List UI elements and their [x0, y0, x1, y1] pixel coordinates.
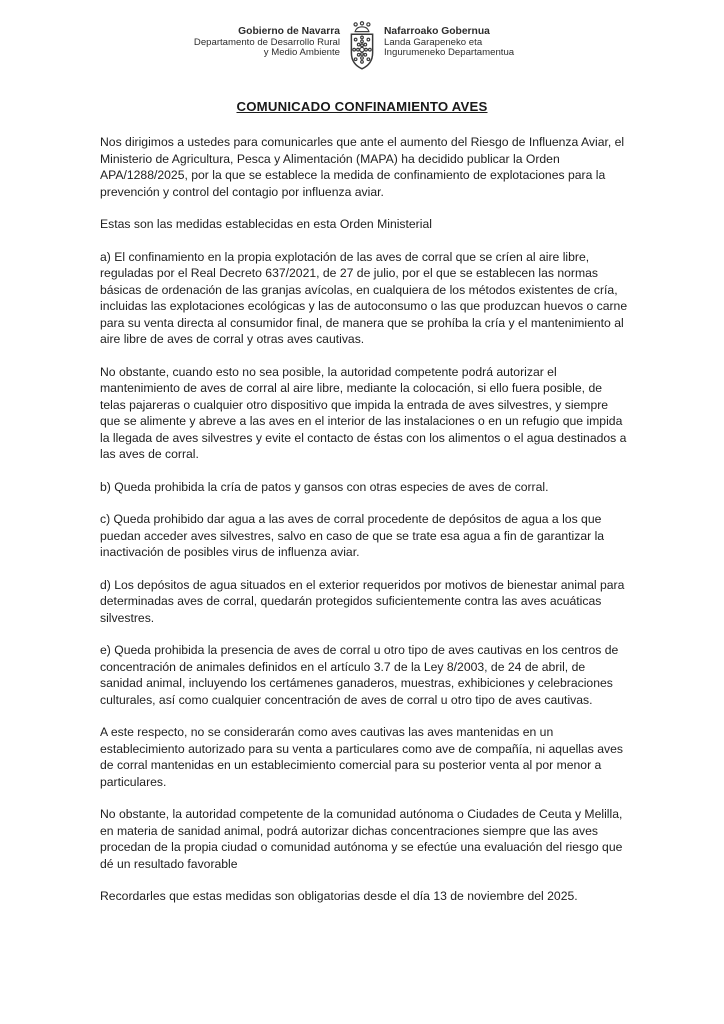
captive-birds-note: A este respecto, no se considerarán como aves cautivas las aves mantenidas en un establecimiento autorizado para su venta a particulares como ave de compañía, ni aquellas aves de corral mantenidas en un establecimiento comercial para su posterior venta al por menor a particulares. — [100, 725, 624, 789]
reminder-paragraph: Recordarles que estas medidas son obligatorias desde el día 13 de noviembre del 2025. — [100, 889, 578, 903]
measure-d-paragraph: d) Los depósitos de agua situados en el exterior requeridos por motivos de bienestar animal para determinadas aves de corral, quedarán protegidos suficientemente contra las aves acuáticas silvestres. — [100, 577, 625, 625]
dept-name-spanish-line2: y Medio Ambiente — [263, 47, 340, 59]
letterhead — [0, 27, 724, 72]
measure-a-paragraph: a) El confinamiento en la propia explotación de las aves de corral que se críen al aire libre, reguladas por el Real Decreto 637/2021, de 27 de julio, por el que se establecen las normas básicas de ordenación de las granjas avícolas, en cualquiera de los métodos existentes de cría, incluidas las explotaciones ecológicas y las de autoconsumo o las que produzcan huevos o carne para su venta directa al consumidor final, de manera que se prohíba la cría y el mantenimiento al aire libre de aves de corral y otras aves cautivas. — [100, 249, 628, 346]
measure-b-paragraph: b) Queda prohibida la cría de patos y gansos con otras especies de aves de corral. — [100, 479, 549, 494]
org-name-basque: Nafarroako Gobernua — [384, 26, 490, 37]
org-name-spanish: Gobierno de Navarra — [238, 26, 340, 37]
authorization-note: No obstante, la autoridad competente de la comunidad autónoma o Ciudades de Ceuta y Melilla, en materia de sanidad animal, podrá autorizar dichas concentraciones siempre que las aves procedan de la propia ciudad o comunidad autónoma y se efectúe una evaluación del riesgo que dé un resultado favorable — [100, 807, 623, 871]
document-title: COMUNICADO CONFINAMIENTO AVES — [236, 99, 488, 114]
letterhead-basque-text — [379, 27, 612, 59]
dept-name-spanish-line1: Departamento de Desarrollo Rural — [193, 36, 340, 48]
measures-lead-line: Estas son las medidas establecidas en esta Orden Ministerial — [100, 217, 432, 231]
dept-name-basque-line2: Ingurumeneko Departamentua — [384, 47, 515, 59]
measure-a-exception: No obstante, cuando esto no sea posible, la autoridad competente podrá autorizar el mantenimiento de aves de corral al aire libre, mediante la colocación, si ello fuera posible, de telas pajareras o cualquier otro dispositivo que impida la entrada de aves silvestres, y siempre que se alimente y abreve a las aves en el interior de las instalaciones o en un refugio que impida la llegada de aves silvestres y evite el contacto de éstas con los alimentos o el agua destinados a las aves de corral. — [100, 364, 627, 461]
document-body — [100, 134, 629, 921]
dept-name-basque-line1: Landa Garapeneko eta — [384, 36, 483, 48]
measure-c-paragraph: c) Queda prohibido dar agua a las aves de corral procedente de depósitos de agua a los que puedan acceder aves silvestres, salvo en caso de que se trate esa agua a fin de garantizar la inactivación de posibles virus de influenza aviar. — [100, 512, 605, 559]
navarra-coat-of-arms-icon — [345, 21, 379, 72]
measure-e-paragraph: e) Queda prohibida la presencia de aves de corral u otro tipo de aves cautivas en los centros de concentración de animales definidos en el artículo 3.7 de la Ley 8/2003, de 24 de abril, de sanidad animal, incluyendo los certámenes ganaderos, muestras, exhibiciones y celebraciones culturales, así como cualquier concentración de aves de corral u otro tipo de aves cautivas. — [100, 643, 619, 707]
letterhead-spanish-text — [112, 27, 345, 59]
intro-paragraph: Nos dirigimos a ustedes para comunicarles que ante el aumento del Riesgo de Influenza Aviar, el Ministerio de Agricultura, Pesca y Alimentación (MAPA) ha decidido publicar la Orden APA/1288/2025, por la que se establece la medida de confinamiento de explotaciones para la prevención y control del contagio por influenza aviar. — [100, 135, 625, 199]
